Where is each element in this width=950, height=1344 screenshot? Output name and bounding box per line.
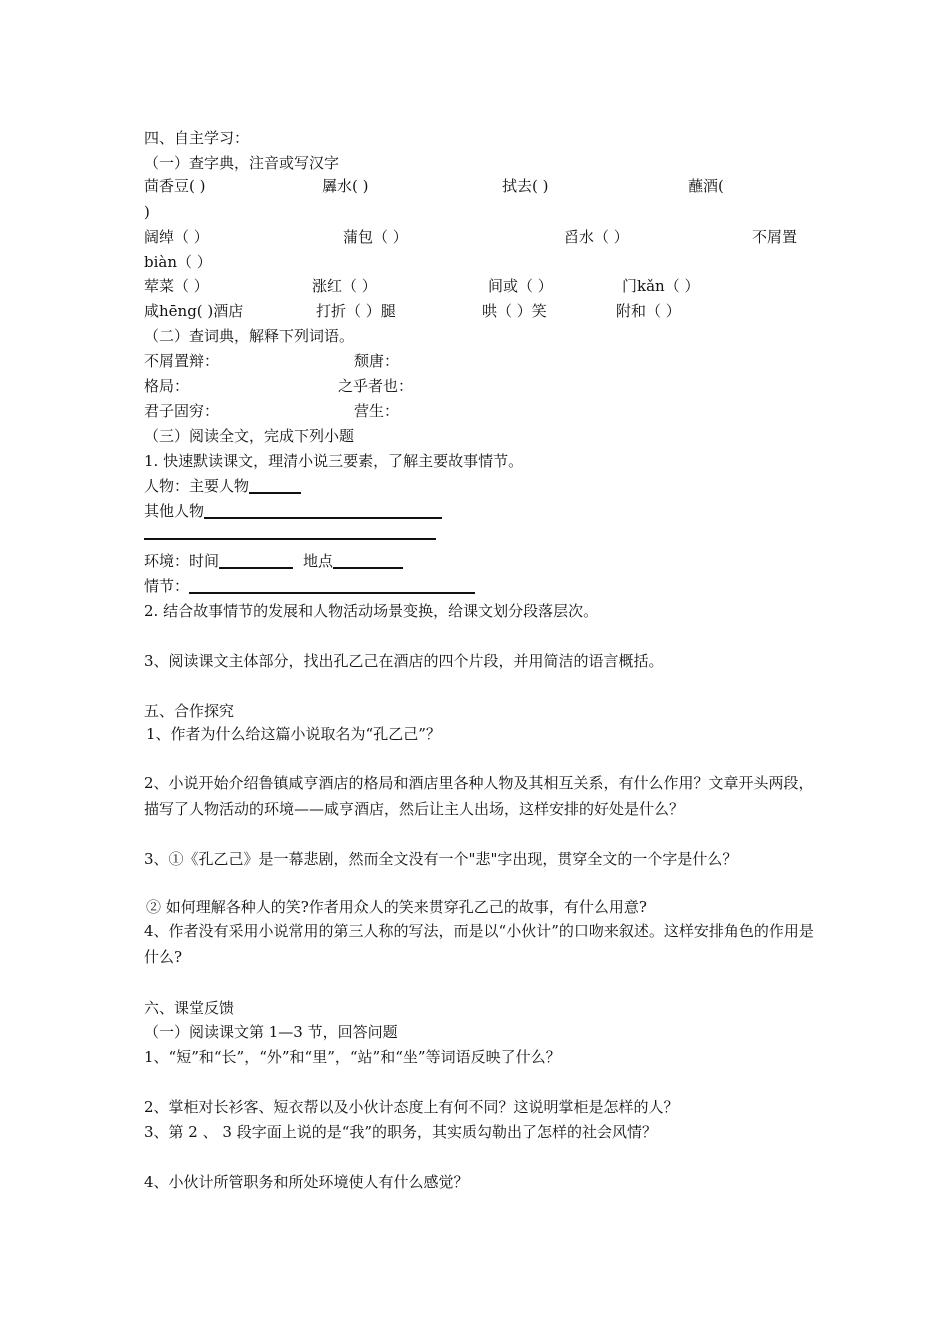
other-characters-blank-2 — [144, 538, 436, 540]
phonetic-row-1 — [0, 176, 950, 198]
plot-row — [144, 576, 475, 596]
other-characters-blank — [204, 502, 442, 519]
item-huixiangdou: 茴香豆( ) — [144, 177, 206, 195]
term-yingsheng: 营生： — [354, 402, 400, 420]
section-5-title: 五、合作探究 — [144, 702, 235, 720]
item-dazhe: 打折（ ）腿 — [316, 302, 396, 320]
item-kuochuo: 阔绰（ ） — [144, 228, 209, 246]
item-fuhe: 附和（ ） — [616, 302, 681, 320]
item-yaoshui: 舀水（ ） — [564, 228, 629, 246]
other-characters-label: 其他人物 — [144, 502, 205, 520]
question-5-3a: 3、①《孔乙己》是一幕悲剧，然而全文没有一个"悲"字出现，贯穿全文的一个字是什么？ — [144, 850, 738, 868]
term-zhihuzheye: 之乎者也： — [338, 377, 414, 395]
question-4-3: 3、阅读课文主体部分，找出孔乙己在酒店的四个片段，并用简洁的语言概括。 — [144, 652, 664, 670]
section-6-title: 六、课堂反馈 — [144, 999, 235, 1017]
item-chanshui: 羼水( ) — [322, 177, 369, 195]
item-hong: 哄（ ）笑 — [482, 302, 547, 320]
plot-label: 情节： — [144, 577, 190, 595]
question-5-3b: ② 如何理解各种人的笑?作者用众人的笑来贯穿孔乙己的故事，有什么用意? — [146, 898, 647, 916]
time-label: 环境：时间 — [144, 552, 220, 570]
subsection-4-1-title: （一）查字典，注音或写汉字 — [144, 154, 340, 172]
main-character-label: 人物：主要人物 — [144, 477, 250, 495]
question-5-4: 4、作者没有采用小说常用的第三人称的写法，而是以“小伙计”的口吻来叙述。这样安排角色的作用是什么? — [144, 922, 814, 966]
environment-row — [144, 551, 403, 571]
subsection-4-2-title: （二）查词典，解释下列词语。 — [144, 327, 355, 345]
question-6-4: 4、小伙计所管职务和所处环境使人有什么感觉？ — [144, 1173, 469, 1191]
time-blank — [219, 552, 293, 569]
question-5-1: 1、作者为什么给这篇小说取名为“孔乙己”？ — [146, 725, 441, 743]
phonetic-row-4 — [0, 301, 950, 323]
term-tuitang: 颓唐： — [354, 352, 400, 370]
place-label: 地点 — [303, 552, 334, 570]
term-buxiezhibian: 不屑置辩： — [144, 352, 220, 370]
item-menkan: 门kǎn（ ） — [622, 277, 700, 295]
item-buxiezhi: 不屑置 — [752, 228, 798, 246]
question-6-1: 1、“短”和“长”，“外”和“里”，“站”和“坐”等词语反映了什么？ — [144, 1048, 561, 1066]
item-shiqu: 拭去( ) — [502, 177, 549, 195]
subsection-6-1-title: （一）阅读课文第 1—3 节，回答问题 — [144, 1023, 398, 1041]
term-row-3 — [0, 401, 950, 423]
item-pubao: 蒲包（ ） — [343, 228, 408, 246]
phonetic-row-1-wrap: ) — [144, 203, 150, 221]
phonetic-row-2 — [0, 227, 950, 249]
item-zhanjiu: 蘸酒( — [688, 177, 724, 195]
item-zhanghong: 涨红（ ） — [312, 277, 377, 295]
question-4-1: 1. 快速默读课文，理清小说三要素，了解主要故事情节。 — [144, 452, 524, 470]
subsection-4-3-title: （三）阅读全文，完成下列小题 — [144, 427, 355, 445]
other-characters-row — [144, 501, 442, 521]
term-geju: 格局： — [144, 377, 190, 395]
question-4-2: 2. 结合故事情节的发展和人物活动场景变换，给课文划分段落层次。 — [144, 602, 599, 620]
item-xianheng: 咸hēng( )酒店 — [144, 302, 244, 320]
item-huncai: 荤菜（ ） — [144, 277, 209, 295]
phonetic-row-3 — [0, 276, 950, 298]
place-blank — [333, 552, 403, 569]
question-5-2: 2、小说开始介绍鲁镇咸亨酒店的格局和酒店里各种人物及其相互关系，有什么作用？文章开头两段，描写了人物活动的环境——咸亨酒店，然后让主人出场，这样安排的好处是什么？ — [144, 774, 814, 818]
main-character-row — [144, 476, 301, 496]
plot-blank — [189, 577, 475, 594]
item-jianhuo: 间或（ ） — [488, 277, 553, 295]
main-character-blank — [249, 477, 301, 494]
term-row-2 — [0, 376, 950, 398]
section-4-title: 四、自主学习： — [144, 129, 250, 147]
term-junzigu: 君子固穷： — [144, 402, 220, 420]
phonetic-row-2-wrap: biàn（ ） — [144, 253, 212, 271]
question-6-2: 2、掌柜对长衫客、短衣帮以及小伙计态度上有何不同？这说明掌柜是怎样的人？ — [144, 1098, 679, 1116]
question-6-3: 3、第 2 、 3 段字面上说的是“我”的职务，其实质勾勒出了怎样的社会风情？ — [144, 1123, 658, 1141]
term-row-1 — [0, 351, 950, 373]
